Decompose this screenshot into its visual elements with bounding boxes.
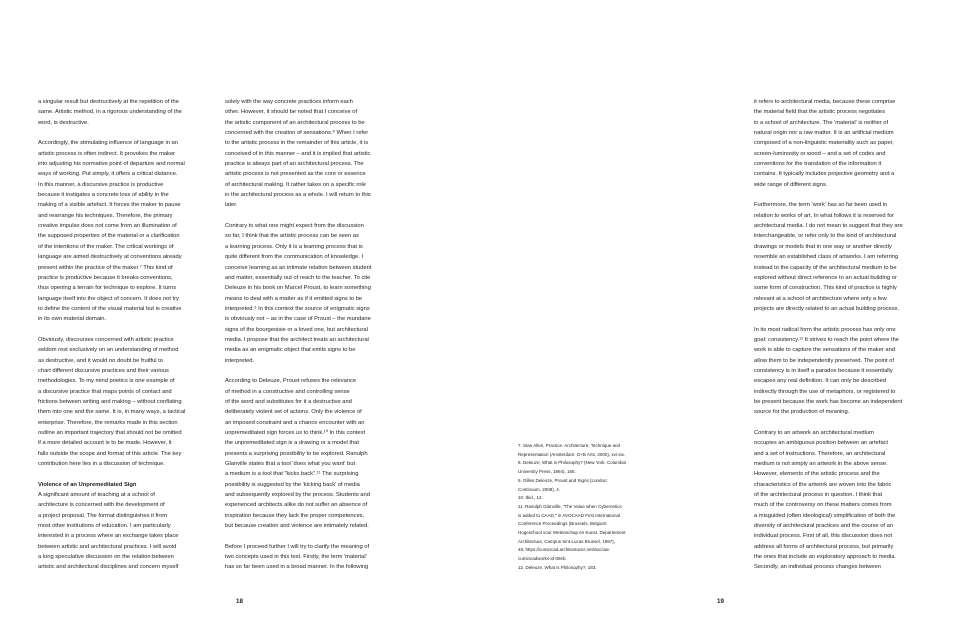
- paragraph: [225, 542, 397, 573]
- text-line: enterprise. Therefore, the remarks made in this section: [38, 419, 178, 426]
- text-line: and matter, essentially out of reach to the teacher. To cite: [225, 274, 371, 281]
- text-line: quite different from the communication of knowledge. I: [225, 254, 364, 261]
- text-line: a singular result but destructively at the repetition of the: [38, 99, 179, 105]
- paragraph-gap: [225, 366, 397, 376]
- section-heading: Violence of an Unpremeditated Sign: [38, 481, 137, 488]
- text-line: artistic process is not presented as the core or essence: [225, 171, 366, 178]
- text-line: conceive learning as an intimate relation between student: [225, 264, 372, 271]
- text-line: composed of a non-linguistic materiality such as paper,: [754, 140, 894, 147]
- text-line: them into one and the same. It is, in many ways, a tactical: [38, 409, 186, 416]
- text-line: interchangeable, or refer only to the kind of architectural: [754, 233, 897, 240]
- text-line: presents a surprising possibility to be explored. Ranulph: [225, 450, 368, 457]
- text-line: contribution here lies in a discussion of technique.: [38, 461, 165, 468]
- text-line: other. However, it should be noted that I conceive of: [225, 109, 358, 116]
- text-line: Deleuze in his book on Marcel Proust, to learn something: [225, 285, 371, 292]
- paragraph-gap: [754, 418, 934, 428]
- text-line: frictions between writing and making – without conflating: [38, 398, 182, 405]
- text-line: the ones that include an exploratory approach to media.: [754, 554, 896, 561]
- footnote-line: 12. Deleuze, What is Philosophy?, 183.: [518, 564, 597, 570]
- paragraph: [754, 325, 934, 418]
- text-line: media as an enigmatic object that emits signs to be: [225, 347, 356, 354]
- text-line: practice is always part of an architectural process. The: [225, 161, 364, 168]
- text-line: some form of construction. This kind of practice is highly: [754, 285, 897, 292]
- text-line: so far, I think that the artistic process can be seen as: [225, 233, 359, 240]
- text-line: inspiration because they lack the proper competences,: [225, 512, 365, 519]
- paragraph: [38, 490, 210, 573]
- text-line: much of the controversy on these matters comes from: [754, 502, 892, 509]
- text-line: a discursive practice that maps points of contact and: [38, 388, 172, 395]
- text-line: an imposed constraint and a chance encounter with an: [225, 419, 365, 426]
- text-line: chart different discursive practices and their various: [38, 367, 169, 374]
- text-line: conventions for the translation of the information it: [754, 161, 882, 168]
- footnote-line: Hogeschool voor Wetenschap en Kunst, Departement: [518, 530, 626, 536]
- text-line: a misguided (often ideological) simplification of both the: [754, 512, 896, 519]
- text-line: the unpremeditated sign is a drawing or a model that: [225, 440, 359, 447]
- text-line: a learning process. Only it is a learning process that is: [225, 243, 363, 250]
- paragraph-gap: [38, 128, 210, 138]
- text-line: thus opening a terrain for technique to explore. It turns: [38, 285, 177, 292]
- text-line: In this manner, a discursive practice is productive: [38, 181, 164, 188]
- text-line: According to Deleuze, Proust refuses the relevance: [225, 378, 357, 385]
- text-line: relation to works of art. In what follows it is reserved for: [754, 212, 894, 219]
- text-line: Accordingly, the stimulating influence of language in an: [38, 140, 178, 147]
- text-line: unpremeditated sign forces us to think.¹⁰ In this context: [225, 430, 366, 436]
- text-line: a medium is a tool that "kicks back".¹¹ The surprising: [225, 471, 359, 478]
- text-line: Contrary to what one might expect from the discussion: [225, 223, 364, 230]
- text-line: projects are directly related to an actual building process.: [754, 305, 900, 312]
- footnote-line: Architectuur, Campus Sint-Lucas Brussel, 1997),: [518, 538, 616, 544]
- paragraph: [225, 97, 397, 211]
- text-line: escapes any real definition. It can only be described: [754, 378, 887, 385]
- text-line: resemble an established class of artworks. I am referring: [754, 254, 899, 261]
- text-line: goal: consistency.¹² It strives to reach the point where the: [754, 336, 899, 343]
- text-line: experienced architects alike do not suffer an absence of: [225, 502, 368, 509]
- paragraph: [38, 335, 210, 469]
- page-number-right: 19: [717, 598, 724, 605]
- text-line: wide range of different signs.: [754, 181, 828, 188]
- text-line: interpreted.: [225, 357, 255, 364]
- page-number-left: 18: [236, 598, 243, 605]
- text-line: media. I propose that the architect treats an architectural: [225, 336, 369, 343]
- text-line: because it instigates a concrete loss of ability in the: [38, 192, 169, 199]
- text-line: work is able to capture the sensations of the maker and: [754, 347, 896, 354]
- text-line: source for the production of meaning.: [754, 409, 850, 416]
- text-line: word, is destructive.: [38, 119, 89, 126]
- text-line: the artistic component of an architectural process to be: [225, 119, 365, 126]
- text-line: address all forms of architectural process, but primarily: [754, 543, 894, 550]
- text-line: explored without direct reference to an actual building or: [754, 274, 897, 281]
- text-line: a project proposal. The format distinguishes it from: [38, 512, 168, 519]
- text-line: possibility is suggested by the 'kicking back' of media: [225, 481, 360, 488]
- text-column-left: [38, 97, 210, 573]
- text-line: language are aimed destructively at conventions already: [38, 254, 182, 261]
- text-line: be present because the work has become an independent: [754, 398, 903, 405]
- paragraph: [225, 221, 397, 366]
- text-line: language itself into the object of concern. It does not try: [38, 295, 179, 302]
- text-line: a long speculative discussion on the relation between: [38, 554, 174, 561]
- text-line: and subsequently explored by the process. Students and: [225, 492, 370, 499]
- text-line: deliberately violent set of actions. Only the violence of: [225, 409, 362, 416]
- text-line: of the architectural process in question. I think that: [754, 492, 883, 499]
- footnote-line: 10. Ibid., 12.: [518, 495, 543, 501]
- text-line: allow them to be independently preserved. The point of: [754, 357, 894, 364]
- text-line: individual process. First of all, this discussion does not: [754, 533, 893, 540]
- text-line: later.: [225, 202, 238, 209]
- text-line: Before I proceed further I will try to clarify the meaning of: [225, 543, 370, 550]
- text-line: the material field that the artistic process negotiates: [754, 109, 886, 116]
- paragraph-gap: [225, 531, 397, 541]
- text-line: relevant at a school of architecture where only a few: [754, 295, 887, 302]
- text-line: consistency is in itself a paradox because it essentially: [754, 367, 893, 374]
- footnote-line: University Press, 1994), 165.: [518, 469, 576, 475]
- text-line: In its most radical form the artistic process has only one: [754, 326, 896, 333]
- paragraph-gap: [754, 314, 934, 324]
- footnote-line: Representation (Amsterdam: G+B Arts, 2000), xvi-xix.: [518, 451, 626, 457]
- text-line: signs of the bourgeoisie or a loved one, but architectural: [225, 326, 368, 333]
- text-line: in the architectural process as a whole. I will return to this: [225, 192, 371, 199]
- text-line: but because creation and violence are intimately related.: [225, 523, 369, 530]
- text-line: Obviously, discourses concerned with artistic practice: [38, 336, 174, 343]
- text-line: instead to the capacity of the architectural medium to be: [754, 264, 897, 271]
- text-line: Contrary to an artwork an architectural medium: [754, 430, 874, 436]
- text-line: of architectural making. It rather takes on a specific role: [225, 181, 366, 188]
- paragraph: [754, 97, 934, 190]
- text-line: However, elements of the artistic process and the: [754, 471, 880, 478]
- text-line: is obviously not – as in the case of Proust – the mundane: [225, 316, 371, 323]
- text-line: diversity of architectural practices and the course of an: [754, 523, 894, 530]
- text-line: in a school of architecture. The 'material' is neither of: [754, 119, 889, 126]
- text-line: creative impulse does not come from an illumination of: [38, 223, 177, 230]
- footnote-line: 11. Ranulph Glanville, "The Value when Cybernetics: [518, 503, 622, 509]
- text-line: conceived of in this manner – and it is implied that artistic: [225, 150, 371, 157]
- text-line: ways of working. Put simply, it offers a critical distance.: [38, 171, 178, 178]
- text-line: as destructive, and it would no doubt be fruitful to: [38, 357, 163, 364]
- text-line: most other institutions of education. I am particularly: [38, 523, 171, 530]
- text-line: between artistic and architectural practices. I will avoid: [38, 543, 177, 550]
- text-column-middle: [225, 97, 397, 573]
- footnote-line: cumincadworks-id-09eb.: [518, 556, 567, 562]
- text-line: of the word and substitutes for it a destructive and: [225, 398, 352, 405]
- footnotes: [518, 442, 678, 573]
- text-line: falls outside the scope and format of this article. The key: [38, 450, 182, 457]
- text-line: and a set of instructions. Therefore, an architectural: [754, 450, 886, 457]
- footnote-line: Conference Proceedings (Brussels, Belgium:: [518, 521, 608, 527]
- paragraph: [754, 428, 934, 573]
- text-line: indirectly through the use of metaphors, or registered to: [754, 388, 896, 395]
- text-line: occupies an ambiguous position between an artefact: [754, 440, 889, 447]
- text-line: architecture is concerned with the development of: [38, 502, 165, 509]
- text-line: Glanville states that a tool 'does what you want' but: [225, 461, 356, 468]
- text-line: concerned with the creation of sensations.⁸ When I refer: [225, 130, 369, 137]
- text-line: contains. It typically includes projective geometry and a: [754, 171, 895, 178]
- text-line: two concepts used in this text. Firstly, the term 'material': [225, 554, 367, 561]
- text-line: and rearrange his techniques. Therefore, the primary: [38, 212, 173, 219]
- paragraph: [38, 138, 210, 324]
- text-line: if a more detailed account is to be made. However, it: [38, 440, 172, 447]
- text-line: to define the content of the visual material but is creative: [38, 305, 182, 312]
- text-line: of the intentions of the maker. The critical workings of: [38, 243, 174, 250]
- text-line: artistic process is often indirect. It provokes the maker: [38, 150, 176, 157]
- footnote-line: Continuum, 2008), 4.: [518, 486, 561, 492]
- text-line: practice is productive because it breaks conventions,: [38, 274, 173, 281]
- paragraph: [38, 97, 210, 128]
- text-line: Furthermore, the term 'work' has so far been used in: [754, 202, 888, 209]
- paragraph-gap: [38, 469, 210, 479]
- text-line: means to deal with a matter as if it emitted signs to be: [225, 295, 363, 302]
- text-line: Secondly, an individual process changes between: [754, 564, 881, 571]
- text-line: making of a visible artefact. It forces the maker to pause: [38, 202, 181, 209]
- text-line: medium is not simply an artwork in the above sense.: [754, 461, 888, 468]
- footnote-line: 7. Stan Allen, Practice. Architecture, Technique and: [518, 443, 620, 448]
- text-line: artistic and architectural disciplines and concern myself: [38, 564, 179, 571]
- paragraph-gap: [225, 211, 397, 221]
- text-line: screen-luminosity or wood – and a set of codes and: [754, 150, 886, 157]
- text-line: natural origin nor a raw matter. It is an artificial medium: [754, 130, 894, 137]
- text-line: A significant amount of teaching at a school of: [38, 492, 156, 499]
- paragraph-gap: [754, 190, 934, 200]
- text-line: methodologies. To my mind poetics is one example of: [38, 378, 175, 385]
- text-line: to the artistic process in the remainder of this article, it is: [225, 140, 369, 147]
- text-line: characteristics of the artwork are woven into the fabric: [754, 481, 892, 488]
- text-column-right: [754, 97, 934, 573]
- footnote-line: is added to CAAD," in AVOCAAD First International: [518, 512, 621, 518]
- footnote-line: 8. Deleuze, What is Philosophy? (New York: Columbia: [518, 460, 627, 466]
- paragraph-gap: [38, 325, 210, 335]
- right-page: [480, 0, 960, 637]
- text-line: interested in a process where an exchange takes place: [38, 533, 179, 540]
- paragraph: [754, 200, 934, 314]
- text-line: same. Artistic method, in a rigorous understanding of the: [38, 109, 182, 116]
- text-line: seldom rest exclusively on an understanding of method: [38, 347, 179, 354]
- text-line: interpreted.⁹ In this context the source of enigmatic signs: [225, 305, 370, 312]
- footnote-line: 9. Gilles Deleuze, Proust and Signs (London:: [518, 477, 608, 483]
- footnote-line: 48, https://cumincad.architexturez.net/doc/oai-: [518, 547, 611, 553]
- text-line: in its own material domain.: [38, 316, 107, 323]
- text-line: of method in a constructive and controlling sense: [225, 388, 350, 395]
- text-line: the supposed properties of the material or a clarification: [38, 233, 180, 240]
- text-line: present within the practice of the maker.⁷ This kind of: [38, 264, 173, 271]
- text-line: into adjusting his normative point of departure and normal: [38, 161, 185, 168]
- text-line: it refers to architectural media, because these comprise: [754, 99, 896, 105]
- text-line: outline an important trajectory that should not be omitted: [38, 430, 182, 436]
- text-line: solely with the way concrete practices inform each: [225, 99, 353, 105]
- text-line: drawings or models that in one way or another directly: [754, 243, 892, 250]
- text-line: has so far been used in a broad manner. In the following: [225, 564, 369, 571]
- paragraph: [225, 376, 397, 531]
- text-line: architectural media. I do not mean to suggest that they are: [754, 223, 903, 230]
